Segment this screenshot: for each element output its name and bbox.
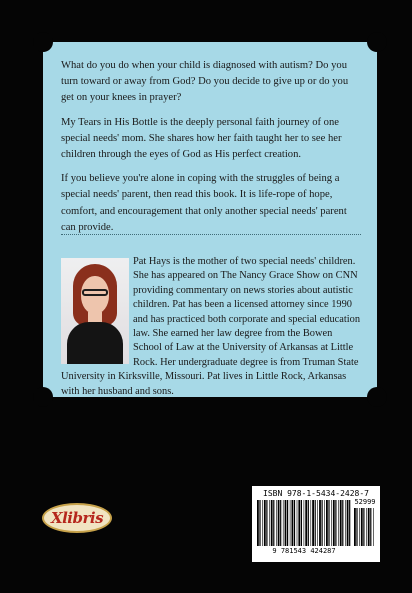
- barcode-stripe: [340, 500, 342, 546]
- barcode-stripe: [294, 500, 295, 546]
- barcode-stripe: [349, 500, 350, 546]
- book-blurb: [61, 58, 361, 244]
- barcode-stripe: [257, 500, 259, 546]
- barcode-stripe: [292, 500, 294, 546]
- barcode-stripe: [266, 500, 267, 546]
- barcode-digits: 9 781543 424287: [272, 547, 336, 555]
- barcode-stripe: [290, 500, 291, 546]
- blurb-paragraph-3: If you believe you're alone in coping with the struggles of being a special needs' parent, then read this book. It is life-rope of hope, comfort, and encouragement that only another special needs' parent can provide.: [61, 173, 347, 233]
- barcode-stripe: [363, 508, 364, 546]
- barcode-stripe: [354, 508, 356, 546]
- author-bio-text: Pat Hays is the mother of two special needs' children. She has appeared on The Nancy Grace Show on CNN providing commentary on news stories about autistic children. Pat has been a licensed attorney since 1990 and has practiced both corporate and special education law. She earned her law degree from the Bowen School of Law at the University of Arkansas at Little Rock. Her undergraduate degree is from Truman State University in Kirksville, Missouri. Pat lives in Little Rock, Arkansas with her husband and sons.: [61, 256, 361, 397]
- barcode-stripe: [308, 500, 309, 546]
- dotted-divider: [61, 234, 361, 235]
- barcode-stripe: [345, 500, 346, 546]
- barcode-stripe: [368, 508, 370, 546]
- barcode-stripe: [373, 508, 374, 546]
- barcode-stripe: [305, 500, 307, 546]
- barcode-stripe: [304, 500, 305, 546]
- barcode-stripe: [356, 508, 357, 546]
- description-panel: [43, 42, 377, 397]
- barcode-stripe: [328, 500, 329, 546]
- barcode-stripe: [338, 500, 339, 546]
- barcode-stripe: [335, 500, 336, 546]
- blurb-paragraph-1: What do you do when your child is diagnosed with autism? Do you turn toward or away from God? Do you decide to give up or do you get on your knees in prayer?: [61, 60, 349, 104]
- barcode-stripe: [322, 500, 323, 546]
- barcode-stripe: [259, 500, 260, 546]
- barcode-stripe: [361, 508, 363, 546]
- barcode-stripe: [278, 500, 280, 546]
- barcode-stripe: [366, 508, 367, 546]
- isbn-text: ISBN 978-1-5434-2428-7: [263, 489, 369, 498]
- barcode-stripe: [342, 500, 343, 546]
- barcode-stripe: [317, 500, 318, 546]
- barcode-stripe: [264, 500, 266, 546]
- publisher-logo: [42, 503, 112, 533]
- author-bio: [61, 255, 361, 399]
- barcode-stripe: [331, 500, 332, 546]
- barcode-stripe: [312, 500, 314, 546]
- barcode-stripe: [311, 500, 312, 546]
- barcode-stripe: [347, 500, 349, 546]
- photo-wrap-space: [61, 255, 133, 359]
- barcode-stripe: [298, 500, 300, 546]
- barcode-bars: [257, 500, 351, 546]
- barcode-stripe: [301, 500, 302, 546]
- barcode-addon-text: 52999: [354, 498, 376, 506]
- panel-corner-notch: [33, 32, 53, 52]
- publisher-logo-text: Xlibris: [50, 509, 104, 527]
- barcode-stripe: [319, 500, 321, 546]
- barcode-stripe: [276, 500, 277, 546]
- barcode-stripe: [273, 500, 274, 546]
- blurb-paragraph-2: My Tears in His Bottle is the deeply personal faith journey of one special needs' mom. She shares how her faith taught her to see her children through the eyes of God as His perfect creation.: [61, 116, 342, 161]
- barcode-stripe: [315, 500, 316, 546]
- barcode-stripe: [297, 500, 298, 546]
- panel-corner-notch: [33, 387, 53, 407]
- barcode-stripe: [283, 500, 284, 546]
- barcode-stripe: [370, 508, 371, 546]
- barcode-addon-bars: [354, 508, 376, 546]
- barcode-stripe: [324, 500, 325, 546]
- barcode-stripe: [287, 500, 288, 546]
- isbn-barcode: [252, 486, 380, 562]
- barcode-stripe: [285, 500, 287, 546]
- barcode-stripe: [271, 500, 273, 546]
- barcode-stripe: [269, 500, 270, 546]
- barcode-stripe: [333, 500, 335, 546]
- barcode-stripe: [326, 500, 328, 546]
- panel-corner-notch: [367, 387, 387, 407]
- barcode-stripe: [359, 508, 360, 546]
- panel-corner-notch: [367, 32, 387, 52]
- barcode-stripe: [280, 500, 281, 546]
- barcode-stripe: [262, 500, 263, 546]
